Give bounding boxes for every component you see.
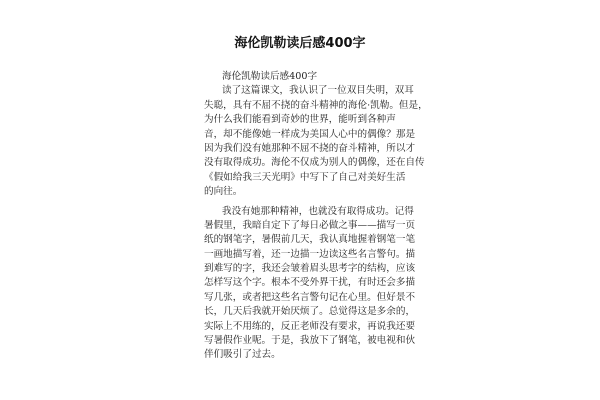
- paragraph-1-line: 为什么我们能看到奇妙的世界，能听到各种声: [204, 114, 396, 126]
- subtitle-line: 海伦凯勒读后感400字: [222, 71, 318, 82]
- page-title: 海伦凯勒读后感400字: [234, 36, 366, 51]
- paragraph-1-line: 读了这篇课文，我认识了一位双目失明，双耳: [222, 85, 414, 97]
- paragraph-1-line: 没有取得成功。海伦不仅成为别人的偶像，还在自传: [204, 157, 425, 169]
- paragraph-1-line: 因为我们没有她那种不屈不挠的奋斗精神，所以才: [204, 142, 416, 154]
- paragraph-2-line: 写几张，或者把这些名言警句记在心里。但好景不: [204, 291, 416, 303]
- paragraph-2-line: 长，几天后我就开始厌烦了。总觉得这是多余的，: [204, 306, 416, 318]
- paragraph-2-line: 一画地描写着，还一边描一边读这些名言警句。描: [204, 248, 416, 260]
- paragraph-2-line: 我没有她那种精神，也就没有取得成功。记得: [222, 205, 414, 217]
- paragraph-2-line: 纸的钢笔字，暑假前几天，我认真地握着钢笔一笔: [204, 234, 416, 246]
- paragraph-1-line: 的向往。: [204, 186, 243, 198]
- document-body: [204, 70, 428, 363]
- paragraph-2-line: 伴们吸引了过去。: [204, 349, 281, 361]
- paragraph-1-line: 音，却不能像她一样成为美国人心中的偶像？那是: [204, 128, 416, 140]
- paragraph-2-line: 怎样写这个字。根本不受外界干扰，有时还会多描: [204, 277, 416, 289]
- paragraph-2-line: 到难写的字，我还会皱着眉头思考字的结构，应该: [204, 263, 416, 275]
- paragraph-2-line: 写暑假作业呢。于是，我放下了钢笔，被电视和伙: [204, 335, 416, 347]
- paragraph-1-line: 《假如给我三天光明》中写下了自己对美好生活: [204, 171, 406, 183]
- paragraph-1-line: 失聪，具有不屈不挠的奋斗精神的海伦·凯勒。但是，: [204, 99, 428, 111]
- paragraph-2-line: 暑假里，我暗自定下了每日必做之事——描写一页: [204, 219, 416, 231]
- paragraph-2-line: 实际上不用练的，反正老师没有要求，再说我还要: [204, 320, 416, 332]
